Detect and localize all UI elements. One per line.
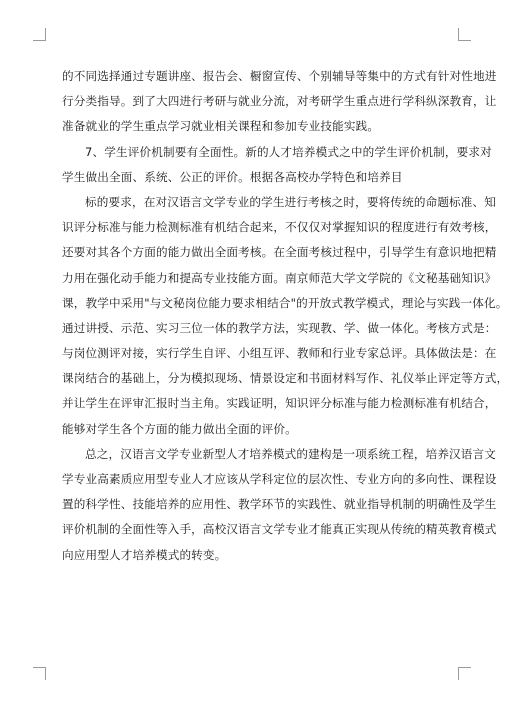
text-line: 还要对其各个方面的能力做出全面考核。在全面考核过程中，引导学生有意识地把精 [62,245,497,260]
text-line: 能够对学生各个方面的能力做出全面的评价。 [62,421,297,436]
text-line: 行分类指导。到了大四进行考研与就业分流，对考研学生重点进行学科纵深教育，让 [62,94,497,109]
text-line: 识评分标准与能力检测标准有机结合起来，不仅仅对掌握知识的程度进行有效考核， [62,220,497,235]
text-line: 标的要求，在对汉语言文学专业的学生进行考核之时，要将传统的命题标准、知 [85,194,497,209]
text-line: 课岗结合的基础上，分为模拟现场、情景设定和书面材料写作、礼仪举止评定等方式， [62,371,508,386]
crop-mark-top-right [458,28,471,41]
text-line: 与岗位测评对接，实行学生自评、小组互评、教师和行业专家总评。具体做法是：在 [62,346,497,361]
paragraph-3 [62,190,508,442]
text-line: 置的科学性、技能培养的应用性、教学环节的实践性、就业指导机制的明确性及学生 [62,497,497,512]
text-line: 的不同选择通过专题讲座、报告会、橱窗宣传、个别辅导等集中的方式有针对性地进 [62,69,497,83]
text-line: 准备就业的学生重点学习就业相关课程和参加专业技能实践。 [62,119,380,134]
text-line: 通过讲授、示范、实习三位一体的教学方法，实现教、学、做一体化。考核方式是： [62,320,497,335]
text-line: 并让学生在评审汇报时当主角。实践证明，知识评分标准与能力检测标准有机结合， [62,396,497,411]
paragraph-1 [62,64,497,140]
text-line: 评价机制的全面性等入手，高校汉语言文学专业才能真正实现从传统的精英教育模式 [62,522,497,537]
text-line: 课，教学中采用"与文秘岗位能力要求相结合"的开放式教学模式，理论与实践一体化。 [62,295,508,310]
crop-mark-top-left [33,28,46,41]
text-line: 学专业高素质应用型专业人才应该从学科定位的层次性、专业方向的多向性、课程设 [62,472,497,486]
crop-mark-bottom-left [33,667,46,680]
text-line: 学生做出全面、系统、公正的评价。根据各高校办学特色和培养目 [62,169,403,184]
text-line: 向应用型人才培养模式的转变。 [62,547,227,562]
paragraph-2 [62,140,492,190]
paragraph-4 [62,442,497,568]
crop-mark-bottom-right [458,667,471,680]
document-body [62,64,508,568]
text-line: 7、学生评价机制要有全面性。新的人才培养模式之中的学生评价机制，要求对 [85,144,492,159]
text-line: 力用在强化动手能力和提高专业技能方面。南京师范大学文学院的《文秘基础知识》 [62,270,497,285]
text-line: 总之，汉语言文学专业新型人才培养模式的建构是一项系统工程，培养汉语言文 [85,446,497,461]
